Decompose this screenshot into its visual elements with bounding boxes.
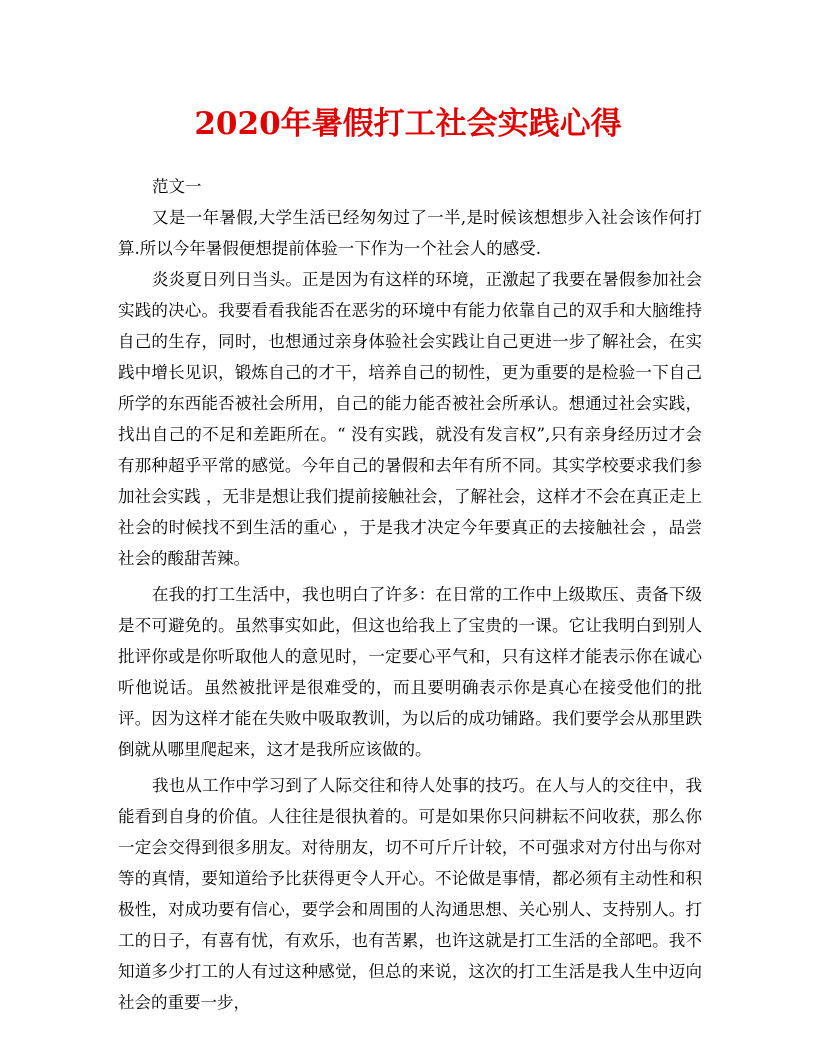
paragraph-lessons: 在我的打工生活中，我也明白了许多：在日常的工作中上级欺压、责备下级是不可避免的。虽然事实如此，但这也给我上了宝贵的一课。它让我明白到别人批评你或是你听取他人的意见时，一定要心平气和，只有这样才能表示你在诚心听他说话。虽然被批评是很难受的，而且要明确表示你是真心在接受他们的批评。因为这样才能在失败中吸取教训，为以后的成功铺路。我们要学会从那里跌倒就从哪里爬起来，这才是我所应该做的。: [118, 585, 702, 759]
document-body: [118, 171, 702, 1018]
paragraph-summer: 炎炎夏日列日当头。正是因为有这样的环境，正激起了我要在暑假参加社会实践的决心。我要看看我能否在恶劣的环境中有能力依靠自己的双手和大脑维持自己的生存，同时，也想通过亲身体验社会实践让自己更进一步了解社会，在实践中增长见识，锻炼自己的才干，培养自己的韧性，更为重要的是检验一下自己所学的东西能否被社会所用，自己的能力能否被社会所承认。想通过社会实践，找出自己的不足和差距所在。“ 没有实践，就没有发言权”,只有亲身经历过才会有那种超乎平常的感觉。今年自己的暑假和去年有所不同。其实学校要求我们参加社会实践 ，无非是想让我们提前接触社会，了解社会，这样才不会在真正走上社会的时候找不到生活的重心 ，于是我才决定今年要真正的去接触社会 ，品尝社会的酸甜苦辣。: [118, 270, 702, 568]
paragraph-label: 范文一: [152, 177, 202, 196]
paragraph-intro: 又是一年暑假,大学生活已经匆匆过了一半,是时候该想想步入社会该作何打算.所以今年暑假便想提前体验一下作为一个社会人的感受.: [118, 208, 702, 258]
paragraph-social-skills: 我也从工作中学习到了人际交往和待人处事的技巧。在人与人的交往中，我能看到自身的价值。人往往是很执着的。可是如果你只问耕耘不问收获，那么你一定会交得到很多朋友。对待朋友，切不可斤斤计较，不可强求对方付出与你对等的真情，要知道给予比获得更令人开心。不论做是事情，都必须有主动性和积极性，对成功要有信心，要学会和周围的人沟通思想、关心别人、支持别人。打工的日子，有喜有忧，有欢乐，也有苦累，也许这就是打工生活的全部吧。我不知道多少打工的人有过这种感觉，但总的来说，这次的打工生活是我人生中迈向社会的重要一步，: [118, 776, 702, 1012]
document-title: 2020年暑假打工社会实践心得: [194, 106, 622, 142]
